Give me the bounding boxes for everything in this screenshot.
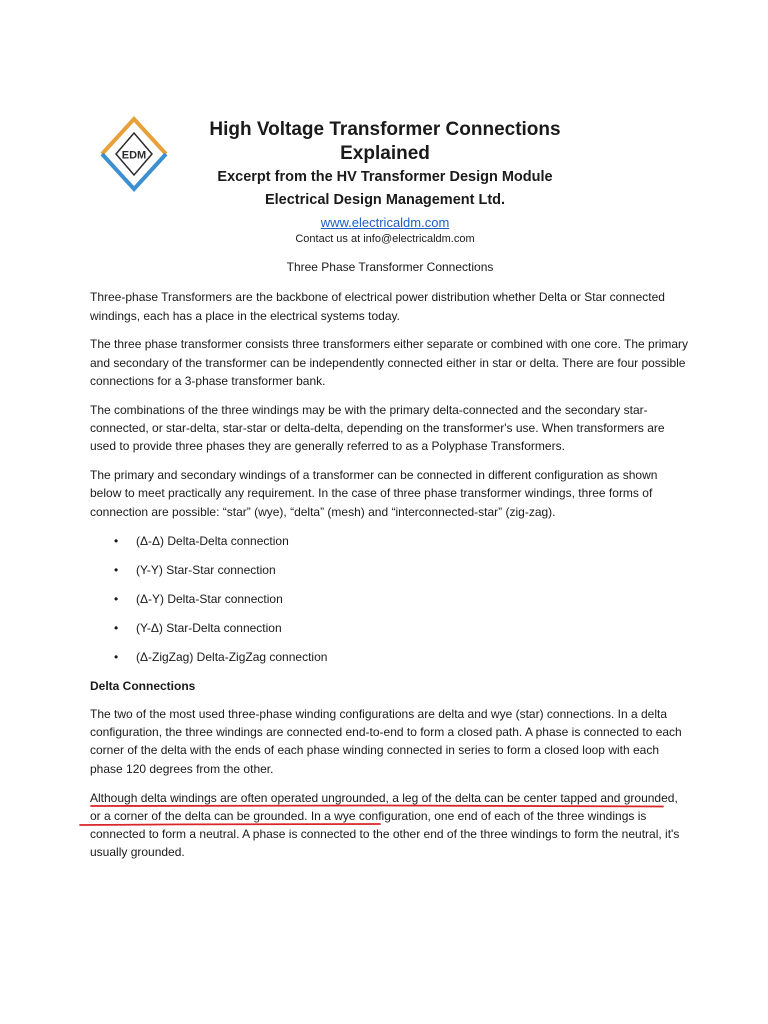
edm-logo <box>99 116 169 192</box>
document-subtitle: Excerpt from the HV Transformer Design Module <box>217 169 553 185</box>
bullet-icon: • <box>114 649 119 664</box>
document-title: High Voltage Transformer Connections Explained <box>209 119 561 164</box>
company-name: Electrical Design Management Ltd. <box>264 192 506 208</box>
section-title: Three Phase Transformer Connections <box>286 260 494 274</box>
document-body <box>90 258 690 872</box>
list-item-text: (Δ-Y) Delta-Star connection <box>136 591 283 606</box>
list-item <box>90 532 690 561</box>
list-item-text: (Δ-Δ) Delta-Delta connection <box>136 533 289 548</box>
paragraph <box>90 789 690 862</box>
contact-line: Contact us at info@electricaldm.com <box>295 233 475 245</box>
subheading-delta-connections: Delta Connections <box>90 678 196 693</box>
list-item <box>90 648 690 677</box>
paragraph: The combinations of the three windings may be with the primary delta-connected and the secondary star-connected, or star-delta, star-star or delta-delta, depending on the transformer's use. When transformers are used to provide three phases they are generally referred to as a Polyphase Transformers. <box>90 402 665 454</box>
bullet-icon: • <box>114 533 119 548</box>
website-link[interactable]: www.electricaldm.com <box>320 215 450 230</box>
paragraph: The two of the most used three-phase winding configurations are delta and wye (star) connections. In a delta configuration, the three windings are connected end-to-end to form a closed path. A phase is connected to each corner of the delta with the ends of each phase winding connected in series to form a closed loop with each phase 120 degrees from the other. <box>90 706 682 776</box>
bullet-icon: • <box>114 591 119 606</box>
connection-list <box>90 532 690 677</box>
bullet-icon: • <box>114 620 119 635</box>
document-header <box>170 118 600 247</box>
paragraph: The primary and secondary windings of a transformer can be connected in different configuration as shown below to meet practically any requirement. In the case of three phase transformer windings, three forms of connection are possible: “star” (wye), “delta” (mesh) and “interconnected-star” (zig-zag). <box>90 468 658 519</box>
list-item-text: (Δ-ZigZag) Delta-ZigZag connection <box>136 649 328 664</box>
logo-text: EDM <box>121 149 147 162</box>
paragraph-text: In a wye configuration, one end of each of the three windings is connected to form a neutral. A phase is connected to the other end of the three windings to form the neutral, it's usually grounded. <box>90 808 680 860</box>
list-item <box>90 619 690 648</box>
paragraph: The three phase transformer consists three transformers either separate or combined with one core. The primary and secondary of the transformer can be independently connected either in star or delta. There are four possible connections for a 3-phase transformer bank. <box>90 337 689 388</box>
highlighted-text: Although delta windings are often operated ungrounded, a leg of the delta can be center tapped and grounded, or a corner of the delta can be grounded. <box>90 790 678 823</box>
list-item <box>90 561 690 590</box>
paragraph: Three-phase Transformers are the backbone of electrical power distribution whether Delta or Star connected windings, each has a place in the electrical systems today. <box>90 290 665 323</box>
list-item-text: (Y-Y) Star-Star connection <box>136 562 276 577</box>
list-item <box>90 590 690 619</box>
annotated-paragraph <box>90 789 690 862</box>
bullet-icon: • <box>114 562 119 577</box>
list-item-text: (Y-Δ) Star-Delta connection <box>136 620 282 635</box>
